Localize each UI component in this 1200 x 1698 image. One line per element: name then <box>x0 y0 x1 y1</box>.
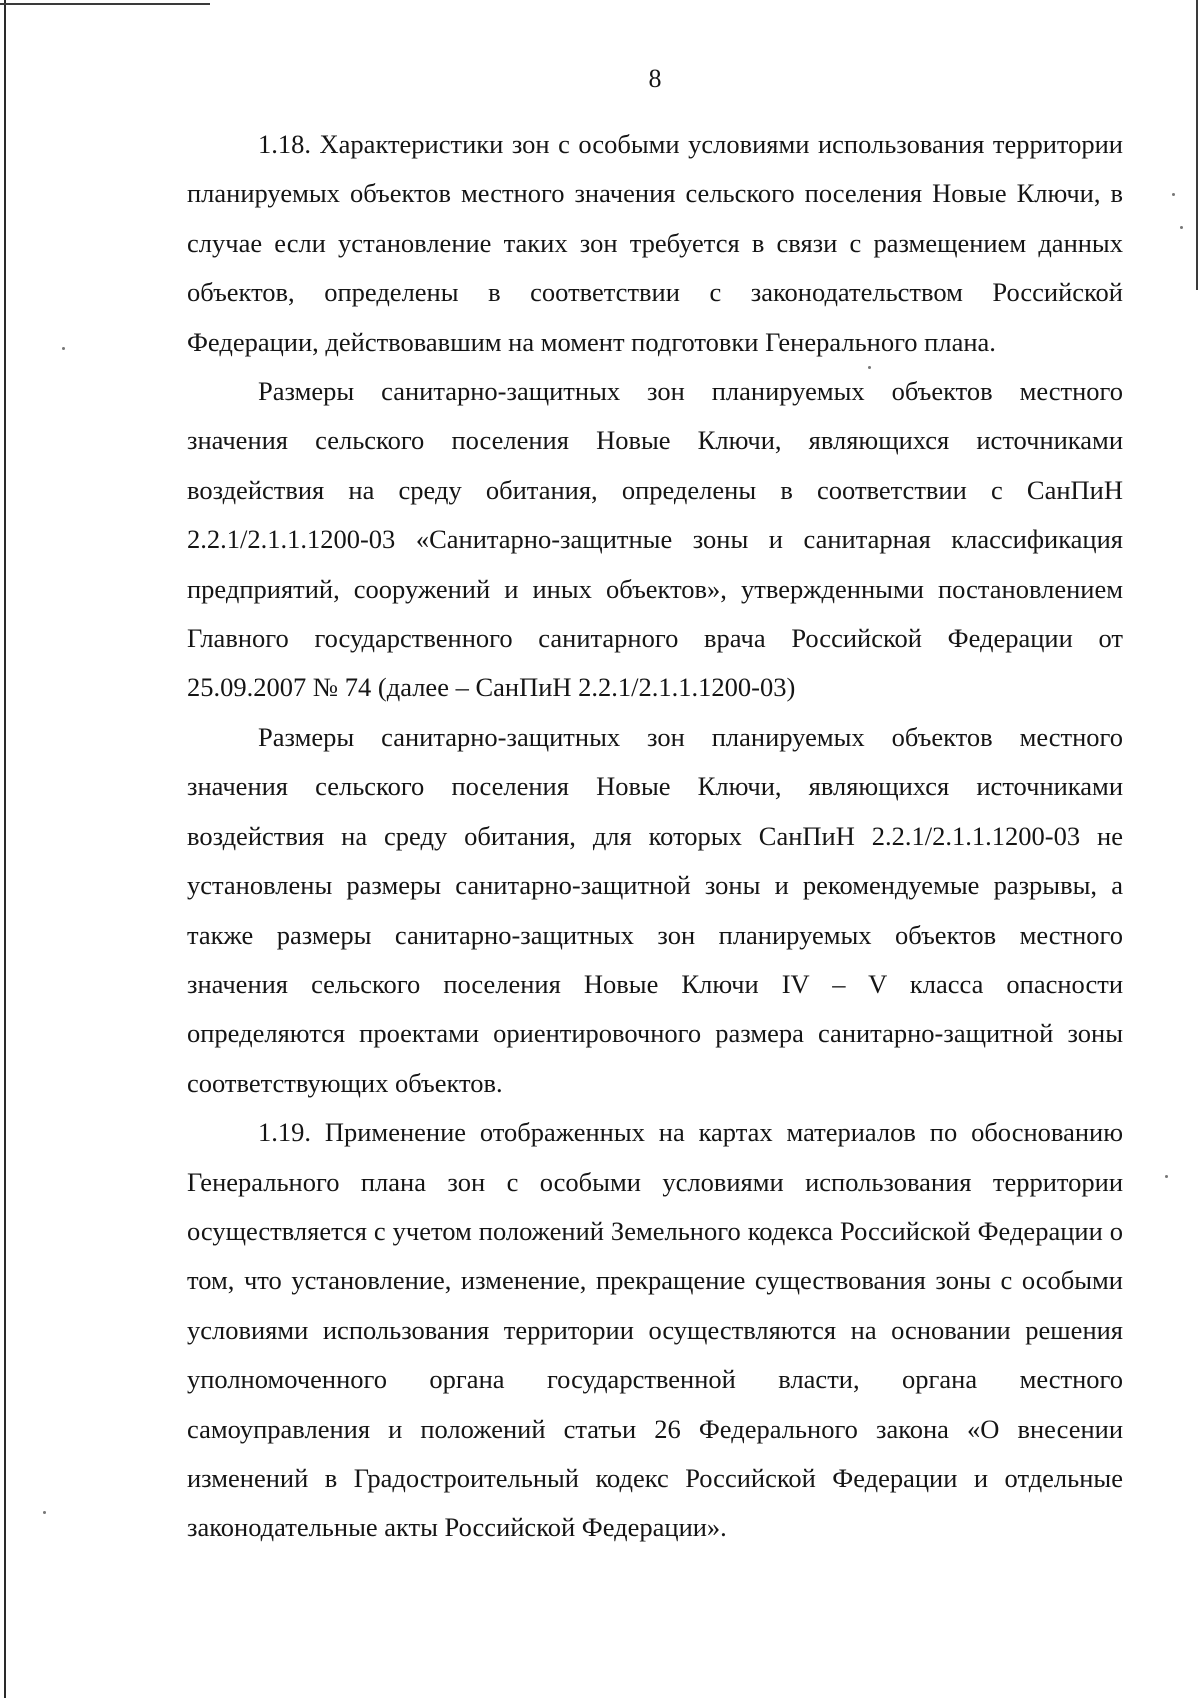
paragraph-1-19: 1.19. Применение отображенных на картах материалов по обоснованию Генерального плана зон с особыми условиями использования территории осуществляется с учетом положений Земельного кодекса Российской Федерации о том, что установление, изменение, прекращение существования зоны с особыми условиями использования территории осуществляются на основании решения уполномоченного органа государственной власти, органа местного самоуправления и положений статьи 26 Федерального закона «О внесении изменений в Градостроительный кодекс Российской Федерации и отдельные законодательные акты Российской Федерации». <box>187 1117 1123 1543</box>
scan-speck <box>1165 1175 1168 1178</box>
document-body <box>187 120 1123 1553</box>
scan-border-right <box>1196 0 1198 290</box>
scan-speck <box>62 347 65 350</box>
scan-speck <box>1180 226 1183 229</box>
paragraph-sanitary-zones-projects: Размеры санитарно-защитных зон планируемых объектов местного значения сельского поселения Новые Ключи, являющихся источниками воздействия на среду обитания, для которых СанПиН 2.2.1/2.1.1.1200-03 не установлены размеры санитарно-защитной зоны и рекомендуемые разрывы, а также размеры санитарно-защитных зон планируемых объектов местного значения сельского поселения Новые Ключи IV – V класса опасности определяются проектами ориентировочного размера санитарно-защитной зоны соответствующих объектов. <box>187 721 1123 1098</box>
paragraph-sanitary-zones-sizes: Размеры санитарно-защитных зон планируемых объектов местного значения сельского поселения Новые Ключи, являющихся источниками воздействия на среду обитания, определены в соответствии с СанПиН 2.2.1/2.1.1.1200-03 «Санитарно-защитные зоны и санитарная классификация предприятий, сооружений и иных объектов», утвержденными постановлением Главного государственного санитарного врача Российской Федерации от 25.09.2007 № 74 (далее – СанПиН 2.2.1/2.1.1.1200-03) <box>187 376 1123 703</box>
paragraph-1-18: 1.18. Характеристики зон с особыми условиями использования территории планируемых объектов местного значения сельского поселения Новые Ключи, в случае если установление таких зон требуется в связи с размещением данных объектов, определены в соответствии с законодательством Российской Федерации, действовавшим на момент подготовки Генерального плана. <box>187 129 1123 357</box>
scan-speck <box>1172 193 1175 196</box>
scan-speck <box>43 1511 46 1514</box>
scan-border-top <box>0 3 210 5</box>
scan-border-left <box>4 0 6 1698</box>
page-number: 8 <box>648 64 662 93</box>
